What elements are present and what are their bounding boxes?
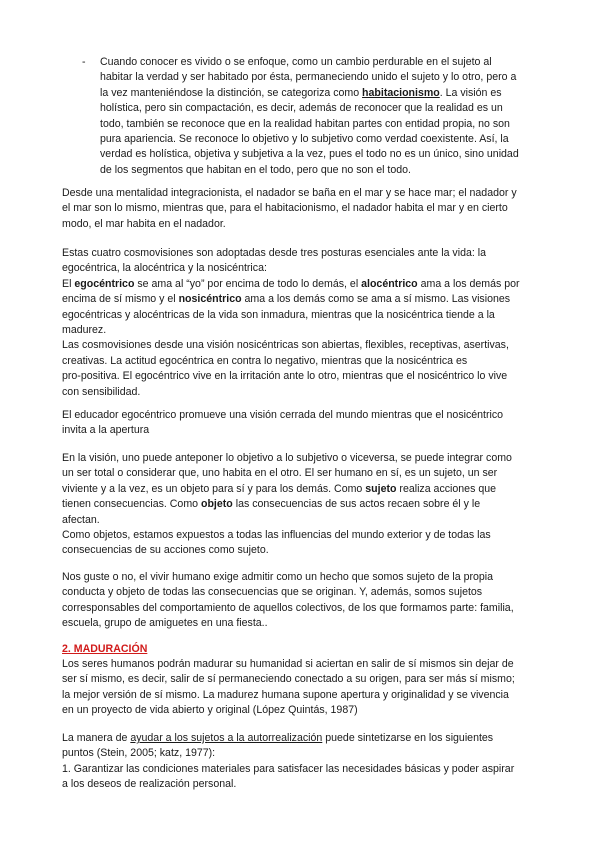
paragraph-educador: El educador egocéntrico promueve una visión cerrada del mundo mientras que el nosicéntrico invita a la apertura — [62, 409, 504, 437]
term-nosicentrico: nosicéntrico — [178, 293, 242, 306]
text-line: holística, pero sin compactación, es decir, además de reconocer que la realidad es un — [100, 102, 503, 115]
paragraph-cosmovisiones: Estas cuatro cosmovisiones son adoptadas desde tres posturas esenciales ante la vida: la egocéntrica, la alocéntrica y la nosicéntrica: El egocéntrico se ama al “yo” por encima de todo lo demás, el alocéntrico ama a los demás por encima de sí mismo y el nosicéntrico ama a los demás como se ama a sí mismo. Las visiones egocéntricas y alocéntricas de la vida son inmadura, mientras que la nosicéntrica tiende a la madurez. Las cosmovisiones desde una visión nosicéntricas son abiertas, flexibles, receptivas, asertivas, creativas. La actitud egocéntrica en contra lo negativo, mientras que la nosicéntrica es pro-positiva. El egocéntrico vive en la irritación ante lo otro, mientras que el nosicéntrico lo vive con sensibilidad. — [62, 247, 520, 398]
paragraph-vivir-humano: Nos guste o no, el vivir humano exige admitir como un hecho que somos sujeto de la propia conducta y objeto de todas las consecuencias que se originan. Y, además, somos sujetos corresponsables del comportamiento de aquellos colectivos, de los que formamos parte: familia, escuela, grupo de amiguetes en una fiesta.. — [62, 571, 514, 630]
section-heading — [62, 642, 540, 657]
text-line: verdad es holística, objetiva y subjetiva a la vez, pues el todo no es un único, sino unidad — [100, 148, 519, 161]
text-line: pura apariencia. Se reconoce lo objetivo y lo subjetivo como verdad coexistente. Así, la — [100, 133, 509, 146]
text-line: todo, también se reconoce que en la realidad habitan partes con entidad propia, no son — [100, 117, 510, 130]
term-habitacionismo: habitacionismo — [362, 86, 440, 99]
term-egocentrico: egocéntrico — [74, 277, 135, 290]
bullet-dash: - — [82, 56, 86, 68]
text-line: la vez manteniéndose la distinción, se categoriza como habitacionismo. La visión es — [100, 86, 502, 99]
paragraph-nadador: Desde una mentalidad integracionista, el nadador se baña en el mar y se hace mar; el nadador y el mar son lo mismo, mientras que, para el habitacionismo, el nadador habita el mar y en cierto modo, el mar habita en el nadador. — [62, 187, 517, 230]
underlined-phrase: ayudar a los sujetos a la autorrealización — [130, 732, 323, 744]
term-objeto: objeto — [200, 498, 233, 511]
text-line: Cuando conocer es vivido o se enfoque, como un cambio perdurable en el sujeto al — [100, 56, 492, 68]
text-line: habitar la verdad y ser habitado por ésta, permaneciendo unido el sujeto y lo otro, pero a — [100, 71, 517, 84]
paragraph-vision: En la visión, uno puede anteponer lo objetivo a lo subjetivo o viceversa, se puede integrar como un ser total o considerar que, uno habita en el otro. El ser humano en sí, es un sujeto, un ser viviente y a la vez, es un objeto para sí y para los demás. Como sujeto realiza acciones que tienen consecuencias. Como objeto las consecuencias de sus actos recaen sobre él y le afectan. Como objetos, estamos expuestos a todas las influencias del mundo exterior y de todas las consecuencias de su acciones como sujeto. — [62, 452, 512, 557]
paragraph-madurar: Los seres humanos podrán madurar su humanidad si aciertan en salir de sí mismos sin dejar de ser sí mismo, es decir, salir de sí permaneciendo conectado a su origen, para ser más sí mismo; la mejor versión de sí mismo. La madurez humana supone apertura y originalidad y se vivencia en un proyecto de vida abierto y original (López Quintás, 1987) — [62, 658, 515, 717]
term-alocentrico: alocéntrico — [361, 277, 418, 290]
paragraph-autorrealizacion: La manera de ayudar a los sujetos a la autorrealización puede sintetizarse en los siguientes puntos (Stein, 2005; katz, 1977): 1. Garantizar las condiciones materiales para satisfacer las necesidades básicas y poder aspirar a los deseos de realización personal. — [62, 732, 515, 791]
text-line: de los segmentos que habitan en el todo, pero que no son el todo. — [100, 163, 411, 176]
bullet-text — [100, 55, 540, 178]
term-sujeto: sujeto — [365, 482, 397, 495]
section-title: 2. MADURACIÓN — [62, 643, 148, 655]
